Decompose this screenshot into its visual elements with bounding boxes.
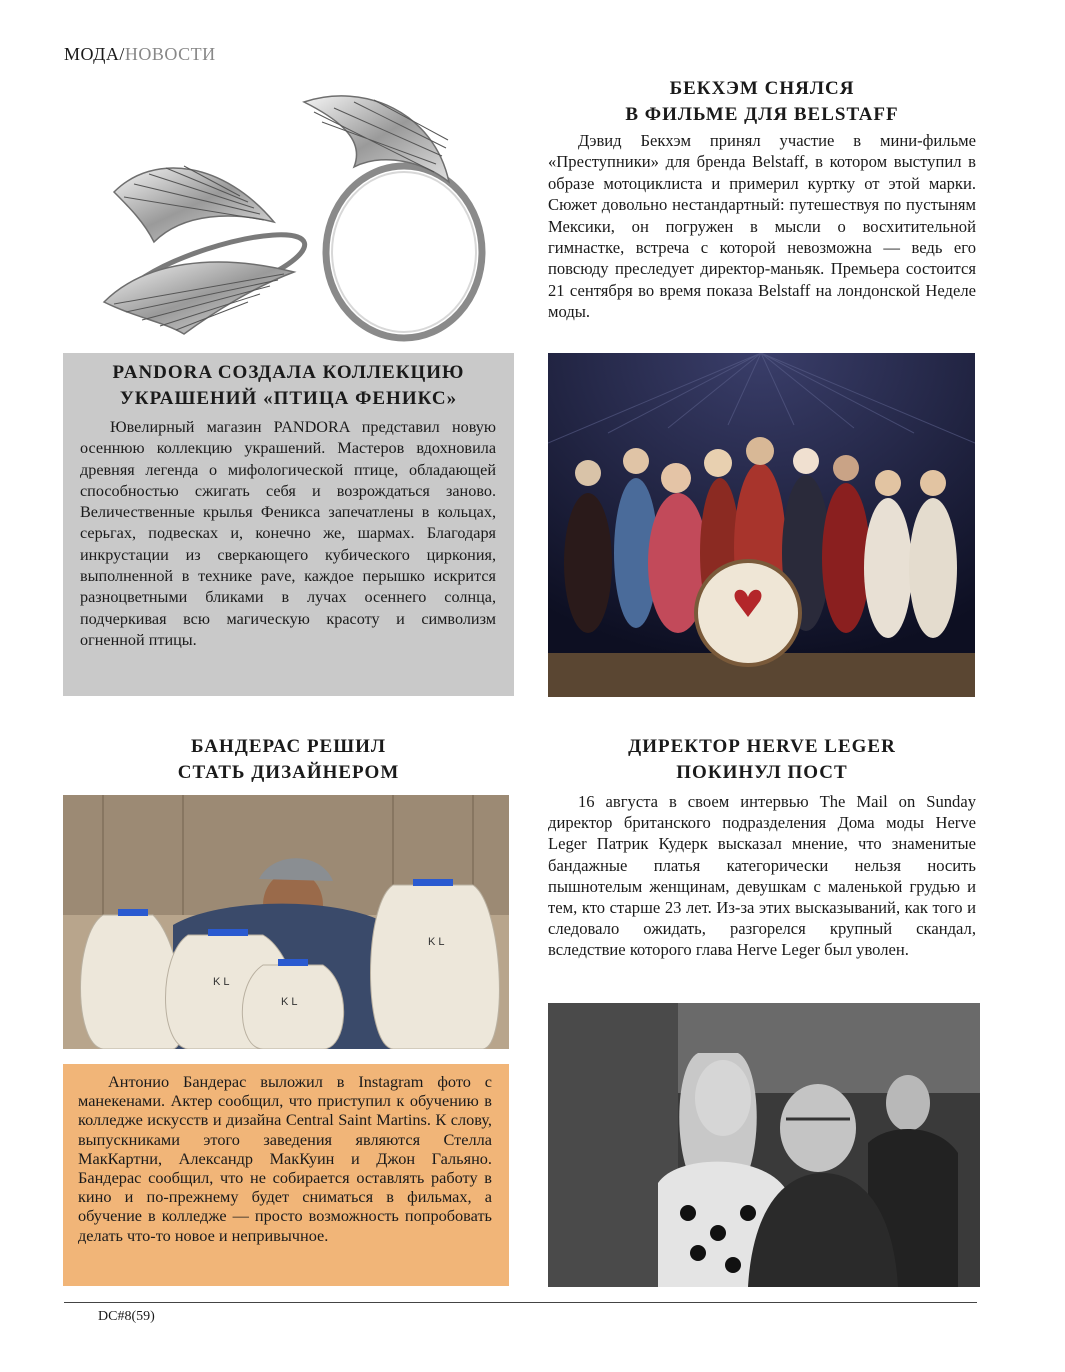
subsection-name: НОВОСТИ [124, 44, 216, 64]
black-white-portrait-illustration [548, 1003, 980, 1287]
phoenix-rings-illustration [64, 72, 514, 348]
dress-forms-illustration [63, 795, 509, 1049]
footer-rule [64, 1302, 977, 1303]
mannequin-label: K L [428, 936, 445, 948]
herve-body [548, 791, 976, 961]
banderas-headline [63, 734, 514, 786]
page-folio: DC#8(59) [98, 1309, 155, 1324]
pandora-rings-photo [64, 72, 514, 348]
pandora-headline [63, 360, 514, 412]
beckham-headline-line-1: БЕКХЭМ СНЯЛСЯ [669, 78, 855, 99]
banderas-paragraph: Антонио Бандерас выложил в Instagram фото с манекенами. Актер сообщил, что приступил к обучению в колледже искусств и дизайна Central Saint Martins. К слову, выпускниками этого заведения являются Стелла МакКартни, Александр МакКуин и Джон Гальяно. Бандерас сообщил, что не собирается оставлять работу в кино и по-прежнему будет сниматься в фильмах, а обучение в колледже — просто возможность попробовать делать что-то новое и непривычное. [78, 1072, 492, 1245]
beckham-body [548, 130, 976, 323]
herve-portrait-photo [548, 1003, 980, 1287]
herve-headline-line-1: ДИРЕКТОР HERVE LEGER [628, 736, 896, 757]
beckham-circus-photo [548, 353, 975, 697]
beckham-headline [548, 76, 976, 128]
beckham-headline-line-2: В ФИЛЬМЕ ДЛЯ BELSTAFF [625, 104, 899, 125]
section-label: МОДА/НОВОСТИ [64, 44, 216, 64]
herve-paragraph: 16 августа в своем интервью The Mail on Sunday директор британского подразделения Дома моды Herve Leger Патрик Кудерк высказал мнение, что знаменитые бандажные платья категорически нельзя носить пышнотелым женщинам, девушкам с маленькой грудью и тем, кто старше 23 лет. Из-за этих высказываний, как того и следовало ожидать, разгорелся крупный скандал, вследствие которого глава Herve Leger был уволен. [548, 792, 976, 960]
herve-headline-line-2: ПОКИНУЛ ПОСТ [676, 762, 848, 783]
banderas-body [78, 1072, 492, 1245]
pandora-body [80, 417, 496, 651]
herve-headline [548, 734, 976, 786]
beckham-paragraph: Дэвид Бекхэм принял участие в мини-фильме «Преступники» для бренда Belstaff, в котором выступил в образе мотоциклиста и примерил куртку от этой марки. Сюжет довольно нестандартный: путешествуя по пустыням Мексики, он погружен в мысли о восхитительной гимнастке, встреча с которой невозможна — ведь его повсюду преследует директор-маньяк. Премьера состоится 21 сентября во время показа Belstaff на лондонской Неделе моды. [548, 131, 976, 322]
circus-group-illustration [548, 353, 975, 697]
banderas-mannequins-photo [63, 795, 509, 1049]
pandora-paragraph: Ювелирный магазин PANDORA представил новую осеннюю коллекцию украшений. Мастеров вдохновила древняя легенда о мифологической птице, обладающей способностью сжигать себя и возрождаться заново. Величественные крылья Феникса запечатлены в кольцах, серьгах, подвесках и, конечно же, шармах. Благодаря инкрустации из сверкающего кубического циркония, выполненной в технике pave, каждое перышко искрится разноцветными бликами в лучах осеннего солнца, подчеркивая всю магическую красоту и символизм огненной птицы. [80, 418, 496, 649]
pandora-headline-line-1: PANDORA СОЗДАЛА КОЛЛЕКЦИЮ [112, 362, 465, 383]
mannequin-label: K L [281, 996, 298, 1008]
mannequin-label: K L [213, 976, 230, 988]
section-name: МОДА [64, 44, 120, 64]
banderas-headline-line-1: БАНДЕРАС РЕШИЛ [190, 736, 387, 757]
pandora-headline-line-2: УКРАШЕНИЙ «ПТИЦА ФЕНИКС» [119, 388, 458, 409]
banderas-headline-line-2: СТАТЬ ДИЗАЙНЕРОМ [177, 762, 400, 783]
